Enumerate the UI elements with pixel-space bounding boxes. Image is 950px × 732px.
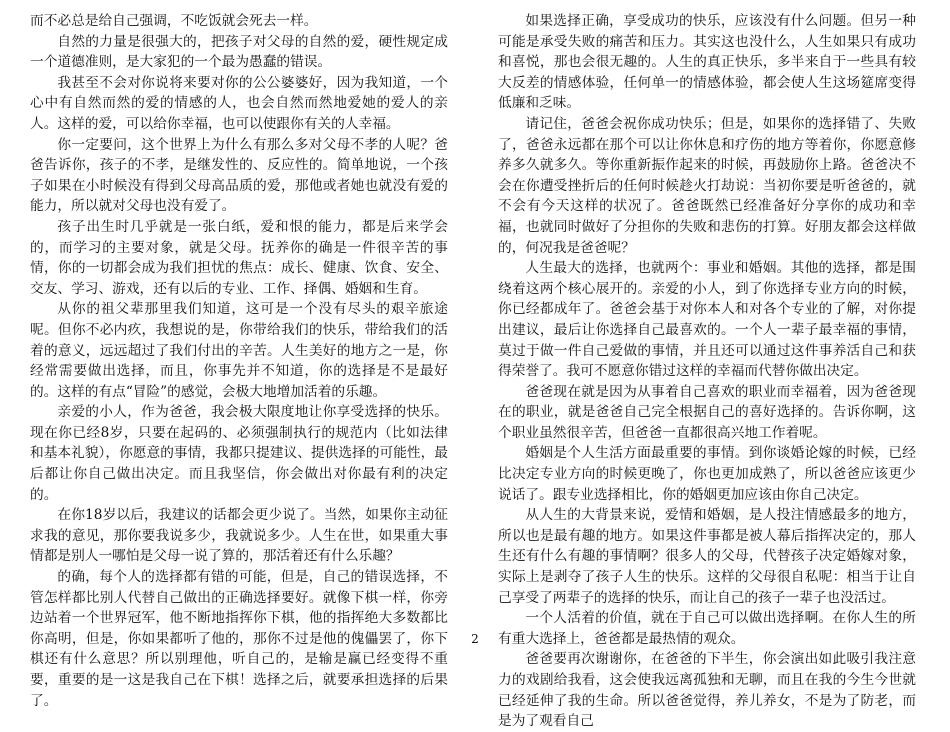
paragraph: 从你的祖父辈那里我们知道，这可是一个没有尽头的艰辛旅途呢。但你不必内疚，我想说的是，你带给我们的快乐，带给我们的活着的意义，远远超过了我们付出的辛苦。人生美好的地方之一是，你经常需要做出选择，而且，你事先并不知道，你的选择是不是最好的。这样的有点“冒险”的感觉，会极大地增加活着的乐趣。 [30,301,448,400]
paragraph: 在你18岁以后，我建议的话都会更少说了。当然，如果你主动征求我的意见，那你要我说多少，我就说多少。人生在世，如果重大事情都是别人一哪怕是父母一说了算的，那活着还有什么乐趣？ [30,507,448,565]
paragraph: 爸爸要再次谢谢你，在爸爸的下半生，你会演出如此吸引我注意力的戏剧给我看，这会使我远离孤独和无聊，而且在我的今生今世就已经延伸了我的生命。所以爸爸觉得，养儿养女，不是为了防老，而是为了观看自己 [498,651,916,730]
right-column [498,11,916,732]
paragraph: 一个人活着的价值，就在于自己可以做出选择啊。在你人生的所有重大选择上，爸爸都是最热情的观众。 [498,610,916,647]
left-column [30,11,448,711]
page-number: 2 [471,632,479,646]
paragraph: 而不必总是给自己强调，不吃饭就会死去一样。 [30,13,318,29]
paragraph: 我甚至不会对你说将来要对你的公公婆婆好，因为我知道，一个心中有自然而然的爱的情感的人，也会自然而然地爱她的爱人的亲人。这样的爱，可以给你幸福，也可以使跟你有关的人幸福。 [30,74,448,132]
paragraph: 孩子出生时几乎就是一张白纸，爱和恨的能力，都是后来学会的，而学习的主要对象，就是父母。抚养你的确是一件很辛苦的事情，你的一切都会成为我们担忧的焦点：成长、健康、饮食、安全、交友、学习、游戏，还有以后的专业、工作、择偶、婚姻和生育。 [30,218,448,297]
paragraph: 爸爸现在就是因为从事着自己喜欢的职业而幸福着，因为爸爸现在的职业，就是爸爸自己完全根据自己的喜好选择的。告诉你啊，这个职业虽然很辛苦，但爸爸一直都很高兴地工作着呢。 [498,383,916,441]
paragraph: 如果选择正确，享受成功的快乐，应该没有什么问题。但另一种可能是承受失败的痛苦和压力。其实这也没什么，人生如果只有成功和喜悦，那也会很无趣的。人生的真正快乐，多半来自于一些具有较大反差的情感体验，任何单一的情感体验，都会使人生这场筵席变得低廉和乏味。 [498,13,916,112]
paragraph: 你一定要问，这个世界上为什么有那么多对父母不孝的人呢？爸爸告诉你，孩子的不孝，是继发性的、反应性的。简单地说，一个孩子如果在小时候没有得到父母高品质的爱，那他或者她也就没有爱的能力，所以就对父母也没有爱了。 [30,136,448,215]
paragraph: 亲爱的小人，作为爸爸，我会极大限度地让你享受选择的快乐。现在你已经8岁，只要在起码的、必须强制执行的规范内（比如法律和基本礼貌），你愿意的事情，我都只提建议、提供选择的可能性，最后都让你自己做出决定。而且我坚信，你会做出对你最有利的决定的。 [30,404,448,503]
paragraph: 自然的力量是很强大的，把孩子对父母的自然的爱，硬性规定成一个道德准则，是大家犯的一个最为愚蠢的错误。 [30,33,448,71]
paragraph: 人生最大的选择，也就两个：事业和婚姻。其他的选择，都是围绕着这两个核心展开的。亲爱的小人，到了你选择专业方向的时候，你已经都成年了。爸爸会基于对你本人和对各个专业的了解，对你提出建议，最后让你选择自己最喜欢的。一个人一辈子最幸福的事情，莫过于做一件自己爱做的事情，并且还可以通过这件事养活自己和获得荣誉了。我可不愿意你错过这样的幸福而代替你做出决定。 [498,260,916,380]
paragraph: 的确，每个人的选择都有错的可能，但是，自己的错误选择，不管怎样都比别人代替自己做出的正确选择要好。就像下棋一样，你旁边站着一个世界冠军，他不断地指挥你下棋，他的指挥绝大多数都比你高明，但是，你如果都听了他的，那你不过是他的傀儡罢了，你下棋还有什么意思？所以别理他，听自己的，是输是赢已经变得不重要，重要的是一这是我自己在下棋！选择之后，就要承担选择的后果了。 [30,569,448,709]
paragraph: 从人生的大背景来说，爱情和婚姻，是人投注情感最多的地方，所以也是最有趣的地方。如果这件事都是被人幕后指挥决定的，那人生还有什么有趣的事情啊？很多人的父母，代替孩子决定婚嫁对象，实际上是剥夺了孩子人生的快乐。这样的父母很自私呢：相当于让自己享受了两辈子的选择的快乐，而让自己的孩子一辈子也没活过。 [498,507,916,606]
paragraph: 婚姻是个人生活方面最重要的事情。到你谈婚论嫁的时候，已经比决定专业方向的时候更晚了，你也更加成熟了，所以爸爸应该更少说话了。跟专业选择相比，你的婚姻更加应该由你自己决定。 [498,445,916,503]
paragraph: 请记住，爸爸会祝你成功快乐；但是，如果你的选择错了、失败了，爸爸永远都在那个可以让你休息和疗伤的地方等着你，你愿意修养多久就多久。等你重新振作起来的时候，再鼓励你上路。爸爸决不会在你遭受挫折后的任何时候趁火打劫说：当初你要是听爸爸的，就不会有今天这样的状况了。爸爸既然已经准备好分享你的成功和幸福，也就同时做好了分担你的失败和悲伤的打算。好朋友都会这样做的，何况我是爸爸呢？ [498,115,916,256]
